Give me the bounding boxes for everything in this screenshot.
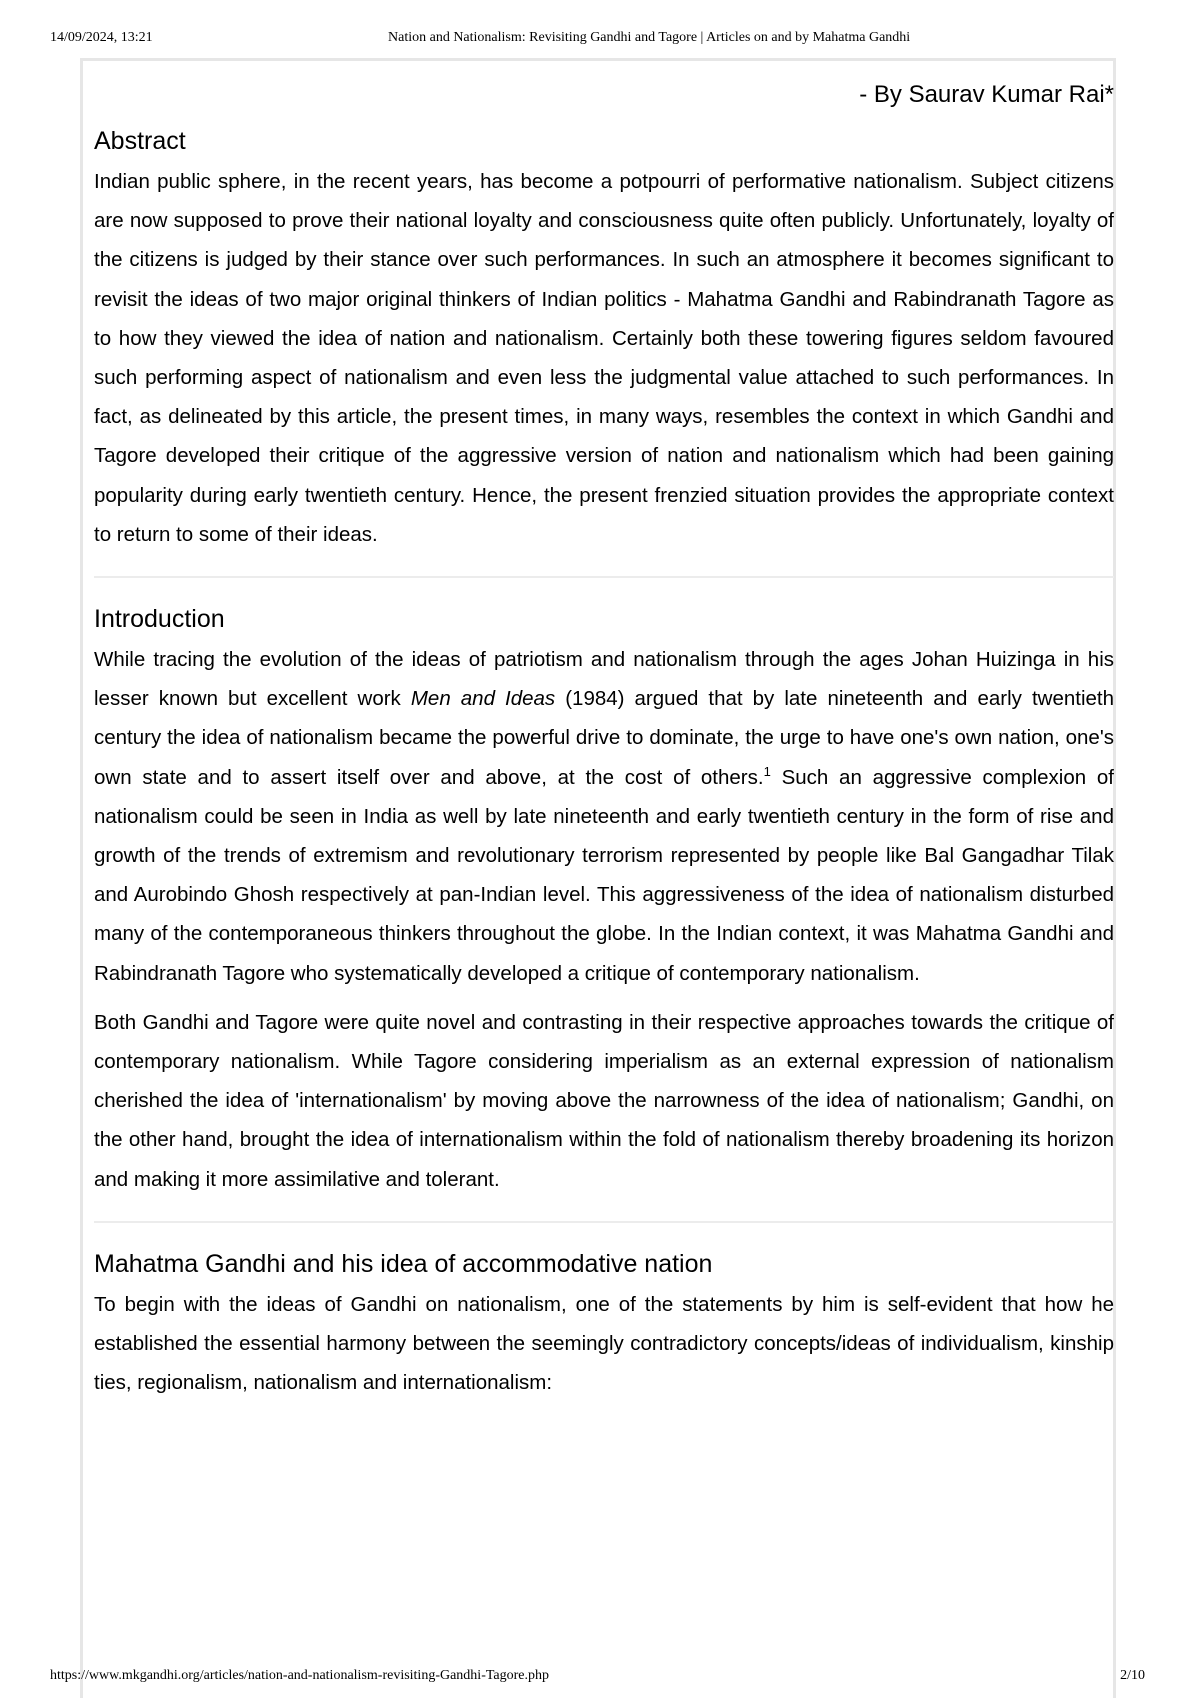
intro-text-part-3: Such an aggressive complexion of nationalism could be seen in India as well by late nineteenth and early twentieth century in the form of rise and growth of the trends of extremism and revolutionary terrorism represented by people like Bal Gangadhar Tilak and Aurobindo Ghosh respectively at pan-Indian level. This aggressiveness of the idea of nationalism disturbed many of the contemporaneous thinkers throughout the globe. In the Indian context, it was Mahatma Gandhi and Rabindranath Tagore who systematically developed a critique of contemporary nationalism. [94, 765, 1114, 985]
article-content [94, 80, 1114, 1402]
print-url: https://www.mkgandhi.org/articles/nation-and-nationalism-revisiting-Gandhi-Tagore.php [50, 1668, 550, 1683]
section-divider [94, 576, 1114, 578]
abstract-paragraph: Indian public sphere, in the recent years, has become a potpourri of performative nationalism. Subject citizens are now supposed to prove their national loyalty and consciousness quite often publicly. Unfortunately, loyalty of the citizens is judged by their stance over such performances. In such an atmosphere it becomes significant to revisit the ideas of two major original thinkers of Indian politics - Mahatma Gandhi and Rabindranath Tagore as to how they viewed the idea of nation and nationalism. Certainly both these towering figures seldom favoured such performing aspect of nationalism and even less the judgmental value attached to such performances. In fact, as delineated by this article, the present times, in many ways, resembles the context in which Gandhi and Tagore developed their critique of the aggressive version of nation and nationalism which had been gaining popularity during early twentieth century. Hence, the present frenzied situation provides the appropriate context to return to some of their ideas. [94, 170, 1114, 546]
intro-text-part-2: (1984) argued that by late nineteenth and early twentieth century the idea of nationalism became the powerful drive to dominate, the urge to have one's own nation, one's own state and to assert itself over and above, at the cost of others. [94, 687, 1115, 789]
introduction-heading: Introduction [94, 605, 225, 634]
book-title: Men and Ideas [410, 687, 556, 711]
print-header [0, 30, 1200, 50]
print-page-number: 2/10 [1120, 1668, 1145, 1683]
print-page-title: Nation and Nationalism: Revisiting Gandhi and Tagore | Articles on and by Mahatma Gandhi [388, 30, 911, 45]
print-footer [0, 1668, 1200, 1688]
abstract-heading: Abstract [94, 127, 186, 155]
introduction-paragraph-1 [94, 640, 1114, 993]
gandhi-section-paragraph-1: To begin with the ideas of Gandhi on nationalism, one of the statements by him is self-evident that how he established the essential harmony between the seemingly contradictory concepts/ideas of individualism, kinship ties, regionalism, nationalism and internationalism: [94, 1292, 1114, 1395]
section-divider [94, 1221, 1114, 1223]
footnote-reference[interactable]: 1 [763, 763, 771, 779]
print-datetime: 14/09/2024, 13:21 [50, 30, 153, 45]
introduction-paragraph-2: Both Gandhi and Tagore were quite novel and contrasting in their respective approaches towards the critique of contemporary nationalism. While Tagore considering imperialism as an external expression of nationalism cherished the idea of 'internationalism' by moving above the narrowness of the idea of nationalism; Gandhi, on the other hand, brought the idea of internationalism within the fold of nationalism thereby broadening its horizon and making it more assimilative and tolerant. [94, 1010, 1114, 1191]
gandhi-section-heading: Mahatma Gandhi and his idea of accommodative nation [94, 1249, 713, 1278]
author-byline: - By Saurav Kumar Rai* [859, 81, 1114, 108]
intro-text-part-1: While tracing the evolution of the ideas of patriotism and nationalism through the ages Johan Huizinga in his lesser known but excellent work [94, 648, 1114, 711]
